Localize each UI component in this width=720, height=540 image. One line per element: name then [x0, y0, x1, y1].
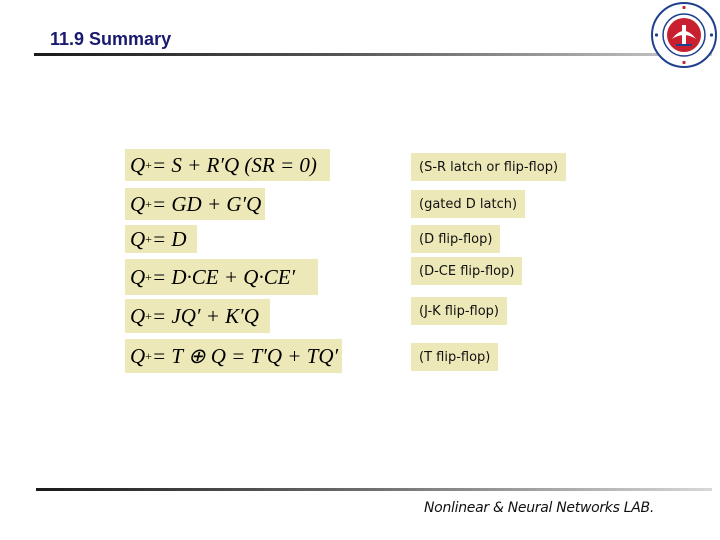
equation-gated-d-latch: Q + = GD + G′Q: [125, 188, 265, 220]
label-d-flip-flop: (D flip-flop): [411, 225, 500, 253]
equation-t-flip-flop: Q + = T ⊕ Q = T′Q + TQ′: [125, 339, 342, 373]
label-sr-latch: (S-R latch or flip-flop): [411, 153, 566, 181]
equation-jk-flip-flop: Q + = JQ′ + K′Q: [125, 299, 270, 333]
equation-d-ce-flip-flop: Q + = D·CE + Q·CE′: [125, 259, 318, 295]
university-seal-icon: [650, 1, 718, 69]
slide-title: 11.9 Summary: [50, 29, 172, 49]
equation-sr-latch: Q + = S + R′Q (SR = 0): [125, 149, 330, 181]
footer-lab-name: Nonlinear & Neural Networks LAB.: [424, 500, 654, 516]
label-gated-d-latch: (gated D latch): [411, 190, 525, 218]
label-t-flip-flop: (T flip-flop): [411, 343, 498, 371]
footer-divider: [36, 488, 712, 491]
label-jk-flip-flop: (J-K flip-flop): [411, 297, 507, 325]
title-divider: [34, 53, 712, 56]
equation-d-flip-flop: Q + = D: [125, 225, 197, 253]
label-d-ce-flip-flop: (D-CE flip-flop): [411, 257, 522, 285]
